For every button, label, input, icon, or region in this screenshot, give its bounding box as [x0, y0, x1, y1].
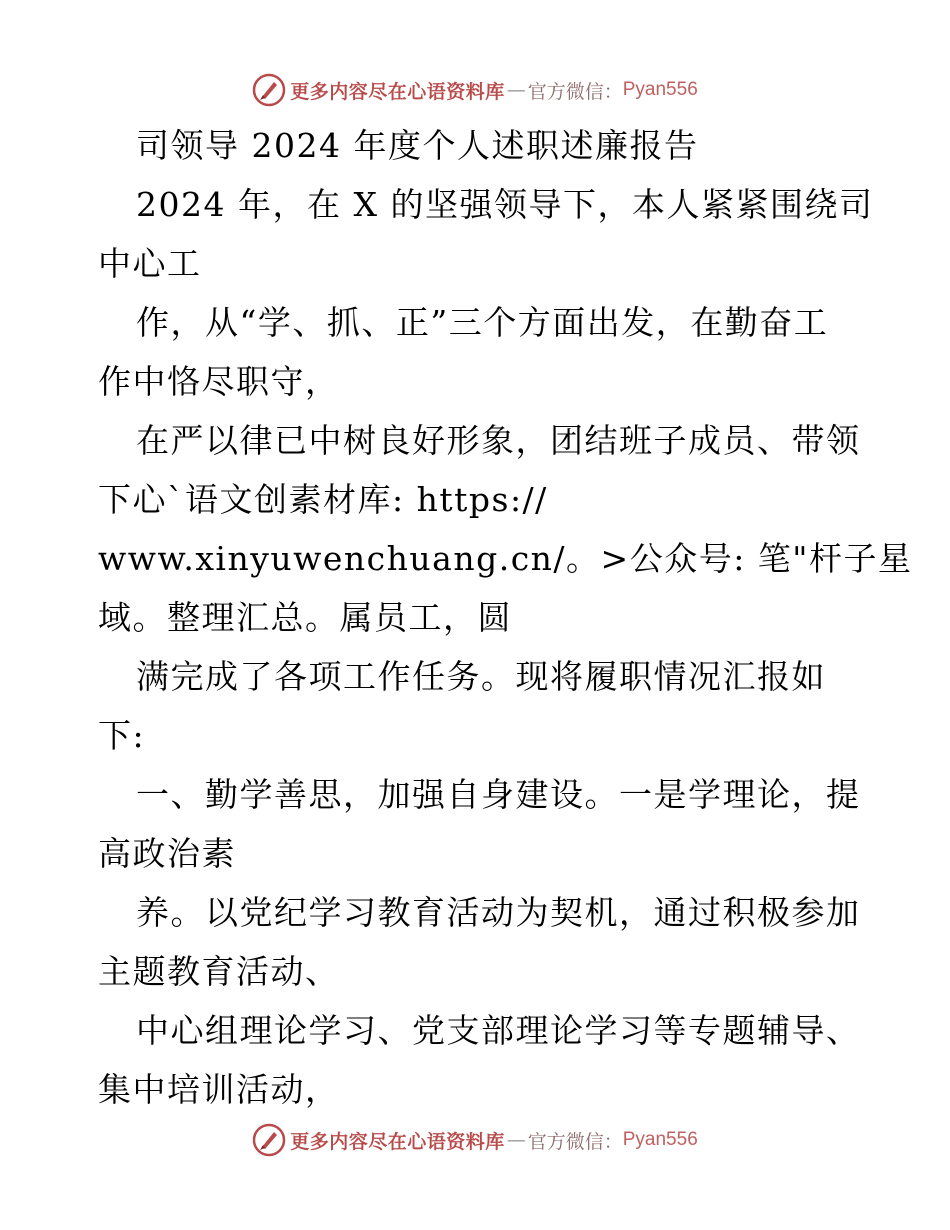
paragraph-line: 作，从“学、抓、正”三个方面出发，在勤奋工: [136, 303, 829, 342]
watermark-wechat-label: 官方微信：: [527, 80, 623, 103]
paragraph-line: www.xinyuwenchuang.cn/。>公众号: 笔"杆子星: [98, 539, 913, 578]
paragraph-line: 中心工: [98, 244, 202, 283]
watermark-separator: —: [506, 1129, 526, 1151]
paragraph-line: 在严以律已中树良好形象，团结班子成员、带领: [136, 421, 861, 460]
paragraph-line: 高政治素: [98, 834, 236, 873]
paragraph-line: 养。以党纪学习教育活动为契机，通过积极参加: [136, 893, 861, 932]
paragraph-line: 作中恪尽职守，: [98, 362, 340, 401]
watermark-wechat-label: 官方微信：: [527, 1130, 623, 1153]
footer-watermark: [0, 1122, 950, 1158]
paragraph-line: 域。整理汇总。属员工，圆: [98, 598, 512, 637]
paragraph-line: 下:: [98, 716, 146, 755]
header-watermark: [0, 72, 950, 108]
paragraph-line: 2024 年，在 X 的坚强领导下，本人紧紧围绕司: [136, 185, 874, 224]
paragraph-line: 主题教育活动、: [98, 952, 340, 991]
pen-nib-logo-icon: [252, 1123, 286, 1157]
pen-nib-logo-icon: [252, 73, 286, 107]
watermark-wechat-id: Pyan556: [622, 79, 698, 100]
document-title: 司领导 2024 年度个人述职述廉报告: [136, 126, 699, 165]
section-heading-line: 一、勤学善思，加强自身建设。一是学理论，提: [136, 775, 861, 814]
watermark-separator: —: [506, 79, 526, 101]
paragraph-line: 下心`语文创素材库: https://: [98, 480, 548, 519]
paragraph-line: 中心组理论学习、党支部理论学习等专题辅导、: [136, 1011, 861, 1050]
watermark-wechat-id: Pyan556: [622, 1129, 698, 1150]
watermark-site-text: 更多内容尽在心语资料库: [290, 80, 505, 103]
paragraph-line: 集中培训活动，: [98, 1070, 340, 1109]
document-body: [98, 116, 913, 1119]
paragraph-line: 满完成了各项工作任务。现将履职情况汇报如: [136, 657, 826, 696]
watermark-site-text: 更多内容尽在心语资料库: [290, 1130, 505, 1153]
